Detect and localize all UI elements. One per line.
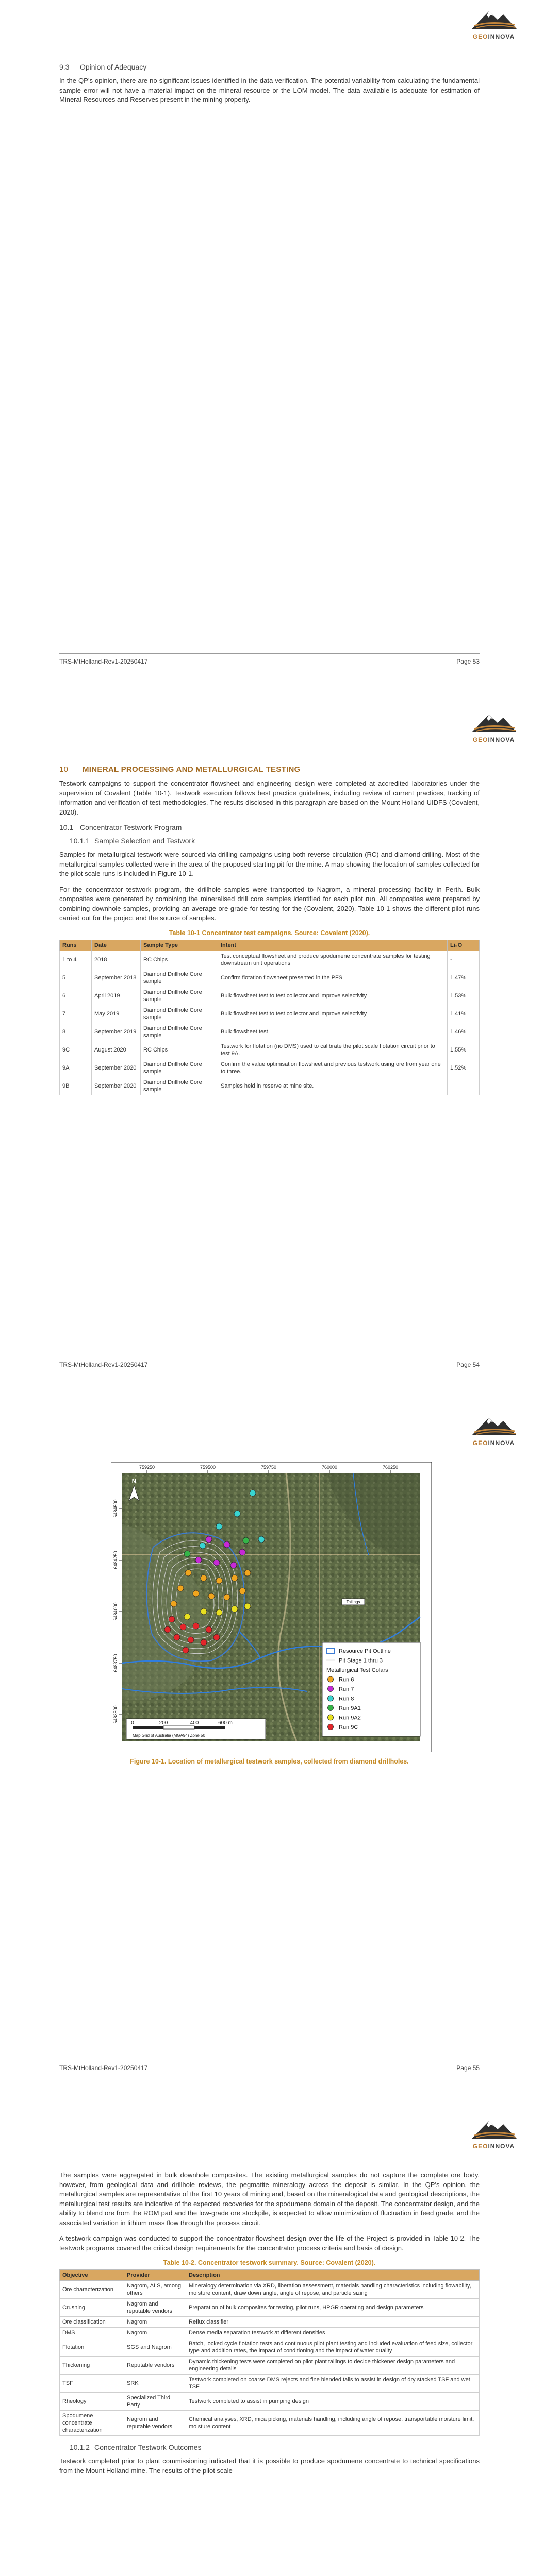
scale-note: Map Grid of Australia (MGA94) Zone 50 xyxy=(133,1733,205,1738)
x-tick-label: 760250 xyxy=(382,1465,399,1470)
collar-marker xyxy=(216,1578,222,1584)
y-tick-label: 6484250 xyxy=(113,1551,118,1569)
collar-marker xyxy=(244,1603,251,1609)
table-cell: Chemical analyses, XRD, mica picking, materials handling, including angle of repose, transportable moisture limit, moisture content xyxy=(186,2411,480,2436)
table-row xyxy=(60,969,480,987)
table-header-cell: Intent xyxy=(218,940,448,951)
table-header-cell: Description xyxy=(186,2270,480,2281)
page-footer xyxy=(59,2060,480,2070)
table-row xyxy=(60,2375,480,2393)
table-row xyxy=(60,951,480,969)
collar-marker xyxy=(244,1570,251,1576)
y-tick-label: 6483750 xyxy=(113,1654,118,1672)
collar-marker xyxy=(183,1647,189,1653)
collar-marker xyxy=(201,1608,207,1615)
collar-marker xyxy=(239,1549,245,1555)
table-row xyxy=(60,2299,480,2317)
table-cell: 1.52% xyxy=(448,1059,480,1077)
legend-symbol xyxy=(328,1715,334,1720)
company-logo xyxy=(464,7,523,40)
footer-page-number: Page 54 xyxy=(456,1361,480,1368)
heading-9-3: 9.3 Opinion of Adequacy xyxy=(59,63,147,71)
page-53 xyxy=(0,0,544,703)
table-cell: Ore characterization xyxy=(60,2281,124,2299)
page-footer xyxy=(59,1357,480,1367)
paragraph: For the concentrator testwork program, the drillhole samples were transported to Nagrom, a mineral processing facility in Perth. Bulk composites were generated by combining the mineralised drill core samples identified for each pilot run. All composites were prepared by combining downhole samples, providing an average ore grade for testing for the (Covalent, 2020). Table 10-1 shows the different pilot runs carried out for the project and the source of samples. xyxy=(59,885,480,922)
collar-marker xyxy=(200,1543,206,1549)
legend-symbol xyxy=(328,1705,334,1711)
collar-marker xyxy=(169,1616,175,1622)
table-cell: April 2019 xyxy=(92,987,141,1005)
collar-marker xyxy=(232,1575,238,1581)
collar-marker xyxy=(193,1590,199,1597)
collar-marker xyxy=(171,1601,177,1607)
section-9-3 xyxy=(59,63,480,111)
y-tick-label: 6484500 xyxy=(113,1499,118,1518)
x-tick-label: 760000 xyxy=(321,1465,338,1470)
table-cell: Specialized Third Party xyxy=(124,2393,186,2411)
table-cell: Reflux classifier xyxy=(186,2317,480,2328)
table-cell: 9A xyxy=(60,1059,92,1077)
footer-doc-id: TRS-MtHolland-Rev1-20250417 xyxy=(59,658,148,665)
paragraph: In the QP’s opinion, there are no significant issues identified in the data verification. The potential variability from calculating the fundamental sample error will not have a material impact on the mineral resource or the LOM model. The data available is adequate for estimation of Mineral Resources and Reserves present in the mining property. xyxy=(59,77,480,104)
table-cell: Diamond Drillhole Core sample xyxy=(141,1077,218,1095)
collar-marker xyxy=(213,1634,220,1640)
table-cell: Nagrom, ALS, among others xyxy=(124,2281,186,2299)
table-row xyxy=(60,1041,480,1059)
table-row xyxy=(60,2281,480,2299)
company-logo xyxy=(464,710,523,743)
table-cell: Samples held in reserve at mine site. xyxy=(218,1077,448,1095)
table-cell: 1.55% xyxy=(448,1041,480,1059)
brand-wordmark: GEOINNOVA xyxy=(472,2143,515,2150)
table-row xyxy=(60,1005,480,1023)
collar-marker xyxy=(174,1634,180,1640)
collar-marker xyxy=(208,1593,215,1599)
table-cell: 1.47% xyxy=(448,969,480,987)
company-logo xyxy=(464,2117,523,2150)
table-cell: Thickening xyxy=(60,2357,124,2375)
paragraph: A testwork campaign was conducted to support the concentrator flowsheet design over the life of the Project is provided in Table 10-2. The testwork programs covered the critical design requirements for the concentrator process criteria and basis of design. xyxy=(59,2234,480,2252)
legend-symbol xyxy=(328,1686,334,1692)
collar-marker xyxy=(177,1585,184,1591)
paragraph: Testwork completed prior to plant commissioning indicated that it is possible to produce spodumene concentrate to technical specifications from the Mount Holland mine. The results of the pilot scale xyxy=(59,2457,480,2475)
paragraph: Samples for metallurgical testwork were sourced via drilling campaigns using both reverse circulation (RC) and diamond drilling. Most of the metallurgical samples collected were in the area of the proposed starting pit for the mine. A map showing the location of samples collected for the pilot scale runs is included in Figure 10-1. xyxy=(59,851,480,877)
table-cell: 1.41% xyxy=(448,1005,480,1023)
map-legend xyxy=(322,1642,420,1736)
table-cell: 7 xyxy=(60,1005,92,1023)
table-cell: September 2020 xyxy=(92,1077,141,1095)
collar-marker xyxy=(188,1637,194,1643)
brand-wordmark: GEOINNOVA xyxy=(472,33,515,40)
table-cell: RC Chips xyxy=(141,951,218,969)
table-cell: May 2019 xyxy=(92,1005,141,1023)
scale-label: 200 xyxy=(159,1720,168,1726)
test-campaigns-table xyxy=(59,940,480,1095)
table-cell: 1 to 4 xyxy=(60,951,92,969)
collar-marker xyxy=(239,1588,245,1594)
table-cell: 2018 xyxy=(92,951,141,969)
table-cell: TSF xyxy=(60,2375,124,2393)
collar-marker xyxy=(258,1536,265,1543)
table-row xyxy=(60,2317,480,2328)
table-cell: Nagrom and reputable vendors xyxy=(124,2299,186,2317)
table-cell: September 2018 xyxy=(92,969,141,987)
svg-text:N: N xyxy=(131,1478,137,1485)
collar-marker xyxy=(201,1639,207,1646)
scale-bar xyxy=(126,1719,266,1739)
table-header-cell: Provider xyxy=(124,2270,186,2281)
heading-10-1-1: 10.1.1 Sample Selection and Testwork xyxy=(70,837,195,845)
collar-marker xyxy=(201,1575,207,1581)
table-cell: RC Chips xyxy=(141,1041,218,1059)
table-cell: Diamond Drillhole Core sample xyxy=(141,987,218,1005)
mountain-logo-icon xyxy=(469,7,518,30)
company-logo xyxy=(464,1414,523,1447)
table-header-cell: Date xyxy=(92,940,141,951)
table-cell: Testwork completed to assist in pumping design xyxy=(186,2393,480,2411)
table-header-row xyxy=(60,2270,480,2281)
table-row xyxy=(60,1059,480,1077)
table-row xyxy=(60,987,480,1005)
legend-label: Pit Stage 1 thru 3 xyxy=(339,1657,383,1664)
collar-marker xyxy=(232,1606,238,1612)
table-cell: Nagrom xyxy=(124,2317,186,2328)
collar-marker xyxy=(184,1614,190,1620)
footer-doc-id: TRS-MtHolland-Rev1-20250417 xyxy=(59,1361,148,1368)
table-cell: Nagrom and reputable vendors xyxy=(124,2411,186,2436)
table-cell: 1.46% xyxy=(448,1023,480,1041)
table-cell: 1.53% xyxy=(448,987,480,1005)
section-10-continued xyxy=(59,2171,480,2482)
collar-marker xyxy=(230,1562,237,1568)
table-cell: - xyxy=(448,951,480,969)
table-cell: DMS xyxy=(60,2328,124,2338)
collar-marker xyxy=(250,1490,256,1496)
table-cell: Batch, locked cycle flotation tests and continuous pilot plant testing and included evaluation of feed size, collector type and addition rates, the impact of conditioning and the impact of water quality xyxy=(186,2338,480,2357)
x-tick-label: 759750 xyxy=(260,1465,277,1470)
tailings-label: Tailings xyxy=(346,1600,360,1604)
table-cell: 9B xyxy=(60,1077,92,1095)
table-cell: Confirm the value optimisation flowsheet and previous testwork using ore from year one to three. xyxy=(218,1059,448,1077)
sample-location-map xyxy=(111,1462,432,1752)
table-header-row xyxy=(60,940,480,951)
collar-marker xyxy=(184,1551,190,1557)
legend-label: Run 7 xyxy=(339,1686,354,1692)
table-cell: Preparation of bulk composites for testing, pilot runs, HPGR operating and design parameters xyxy=(186,2299,480,2317)
legend-label: Metallurgical Test Colars xyxy=(326,1667,388,1673)
table-cell: Bulk flowsheet test xyxy=(218,1023,448,1041)
table-cell: 6 xyxy=(60,987,92,1005)
brand-wordmark: GEOINNOVA xyxy=(472,736,515,743)
table-cell: Rheology xyxy=(60,2393,124,2411)
collar-marker xyxy=(185,1570,191,1576)
legend-label: Resource Pit Outline xyxy=(339,1648,391,1654)
heading-10-1: 10.1 Concentrator Testwork Program xyxy=(59,823,182,832)
legend-symbol xyxy=(328,1676,334,1682)
table-row xyxy=(60,2411,480,2436)
scale-label: 400 xyxy=(190,1720,199,1726)
mountain-logo-icon xyxy=(469,2117,518,2140)
table-header-cell: Sample Type xyxy=(141,940,218,951)
table-cell xyxy=(448,1077,480,1095)
table-caption: Table 10-2. Concentrator testwork summary. Source: Covalent (2020). xyxy=(163,2259,376,2266)
legend-symbol xyxy=(328,1696,334,1701)
table-cell: SGS and Nagrom xyxy=(124,2338,186,2357)
table-cell: Diamond Drillhole Core sample xyxy=(141,1059,218,1077)
page-55 xyxy=(0,1406,544,2110)
mountain-logo-icon xyxy=(469,710,518,733)
table-row xyxy=(60,2357,480,2375)
table-cell: 8 xyxy=(60,1023,92,1041)
scale-label: 0 xyxy=(131,1720,134,1726)
table-cell: Testwork for flotation (no DMS) used to calibrate the pilot scale flotation circuit prior to test 9A. xyxy=(218,1041,448,1059)
brand-wordmark: GEOINNOVA xyxy=(472,1439,515,1447)
x-tick-label: 759500 xyxy=(200,1465,216,1470)
table-cell: Spodumene concentrate characterization xyxy=(60,2411,124,2436)
x-tick-label: 759250 xyxy=(139,1465,155,1470)
table-row xyxy=(60,1023,480,1041)
collar-marker xyxy=(206,1536,212,1543)
testwork-summary-table xyxy=(59,2269,480,2436)
map-figure xyxy=(111,1462,432,1752)
paragraph: The samples were aggregated in bulk downhole composites. The existing metallurgical samples do not capture the complete ore body, however, from geological data and drillhole reviews, the pegmatite mineralogy across the deposit is similar. In the QP’s opinion, the metallurgical samples are representative of the first 10 years of mining and, based on the mineralogical data and geological descriptions, the metallurgical test results are indicative of the expected recoveries for the spodumene domain of the deposit. The concentrator design, and the ability to blend ore from the ROM pad and the low-grade ore stockpile, is expected to allow minimization of fluctuation in feed grade, and the associated variation in lithium mass flow through the process circuit. xyxy=(59,2171,480,2227)
paragraph: Testwork campaigns to support the concentrator flowsheet and engineering design were completed at accredited laboratories under the supervision of Covalent (Table 10-1). Testwork execution follows best practice guidelines, including review of current practices, tracking of information and verification of test methodologies. The results disclosed in this paragraph are based on the Mount Holland UIDFS (Covalent, 2020). xyxy=(59,779,480,816)
table-cell: Mineralogy determination via XRD, liberation assessment, materials handling characteristics including flowability, moisture content, draw down angle, angle of repose, and particle sizing xyxy=(186,2281,480,2299)
collar-marker xyxy=(224,1541,230,1548)
table-cell: Test conceptual flowsheet and produce spodumene concentrate samples for testing downstream unit operations xyxy=(218,951,448,969)
table-cell: Ore classification xyxy=(60,2317,124,2328)
table-cell: September 2019 xyxy=(92,1023,141,1041)
legend-label: Run 9A1 xyxy=(339,1705,361,1711)
mountain-logo-icon xyxy=(469,1414,518,1436)
table-cell: SRK xyxy=(124,2375,186,2393)
legend-label: Run 9C xyxy=(339,1724,358,1731)
table-cell: Nagrom xyxy=(124,2328,186,2338)
table-cell: Confirm flotation flowsheet presented in the PFS xyxy=(218,969,448,987)
table-cell: Reputable vendors xyxy=(124,2357,186,2375)
page-56 xyxy=(0,2110,544,2576)
footer-page-number: Page 53 xyxy=(456,658,480,665)
table-cell: Crushing xyxy=(60,2299,124,2317)
table-cell: Bulk flowsheet test to test collector and improve selectivity xyxy=(218,987,448,1005)
scale-label: 600 m xyxy=(218,1720,233,1726)
collar-marker xyxy=(213,1560,220,1566)
table-cell: Testwork completed on coarse DMS rejects and fine blended tails to assist in design of dry stacked TSF and wet TSF xyxy=(186,2375,480,2393)
table-caption: Table 10-1 Concentrator test campaigns. Source: Covalent (2020). xyxy=(169,929,370,937)
table-cell: 5 xyxy=(60,969,92,987)
heading-10-1-2: 10.1.2 Concentrator Testwork Outcomes xyxy=(70,2443,202,2451)
y-tick-label: 6484000 xyxy=(113,1602,118,1621)
table-cell: Diamond Drillhole Core sample xyxy=(141,1023,218,1041)
table-header-cell: Li₂O xyxy=(448,940,480,951)
table-cell: Diamond Drillhole Core sample xyxy=(141,969,218,987)
table-cell: Bulk flowsheet test to test collector and improve selectivity xyxy=(218,1005,448,1023)
table-row xyxy=(60,2338,480,2357)
legend-label: Run 9A2 xyxy=(339,1715,361,1721)
table-cell: 9C xyxy=(60,1041,92,1059)
page-54 xyxy=(0,703,544,1406)
table-header-cell: Runs xyxy=(60,940,92,951)
legend-symbol xyxy=(328,1724,334,1730)
collar-marker xyxy=(206,1626,212,1633)
table-cell: September 2020 xyxy=(92,1059,141,1077)
section-10 xyxy=(59,765,480,1095)
collar-marker xyxy=(164,1626,171,1633)
table-cell: Dynamic thickening tests were completed on pilot plant tailings to decide thickener design parameters and engineering details xyxy=(186,2357,480,2375)
y-tick-label: 6483500 xyxy=(113,1705,118,1724)
table-cell: Flotation xyxy=(60,2338,124,2357)
table-row xyxy=(60,2393,480,2411)
footer-page-number: Page 55 xyxy=(456,2064,480,2072)
table-cell: Diamond Drillhole Core sample xyxy=(141,1005,218,1023)
collar-marker xyxy=(216,1609,222,1616)
table-row xyxy=(60,1077,480,1095)
table-cell: Dense media separation testwork at different densities xyxy=(186,2328,480,2338)
collar-marker xyxy=(180,1624,186,1630)
table-header-cell: Objective xyxy=(60,2270,124,2281)
figure-caption: Figure 10-1. Location of metallurgical testwork samples, collected from diamond drillholes. xyxy=(130,1758,409,1765)
legend-label: Run 6 xyxy=(339,1676,354,1683)
table-row xyxy=(60,2328,480,2338)
collar-marker xyxy=(243,1537,249,1544)
collar-marker xyxy=(216,1523,222,1530)
legend-label: Run 8 xyxy=(339,1696,354,1702)
page-footer xyxy=(59,653,480,664)
collar-marker xyxy=(193,1623,199,1629)
collar-marker xyxy=(195,1557,202,1563)
collar-marker xyxy=(224,1594,230,1600)
table-cell: August 2020 xyxy=(92,1041,141,1059)
collar-marker xyxy=(234,1511,240,1517)
footer-doc-id: TRS-MtHolland-Rev1-20250417 xyxy=(59,2064,148,2072)
heading-10: 10 MINERAL PROCESSING AND METALLURGICAL TESTING xyxy=(59,765,301,774)
